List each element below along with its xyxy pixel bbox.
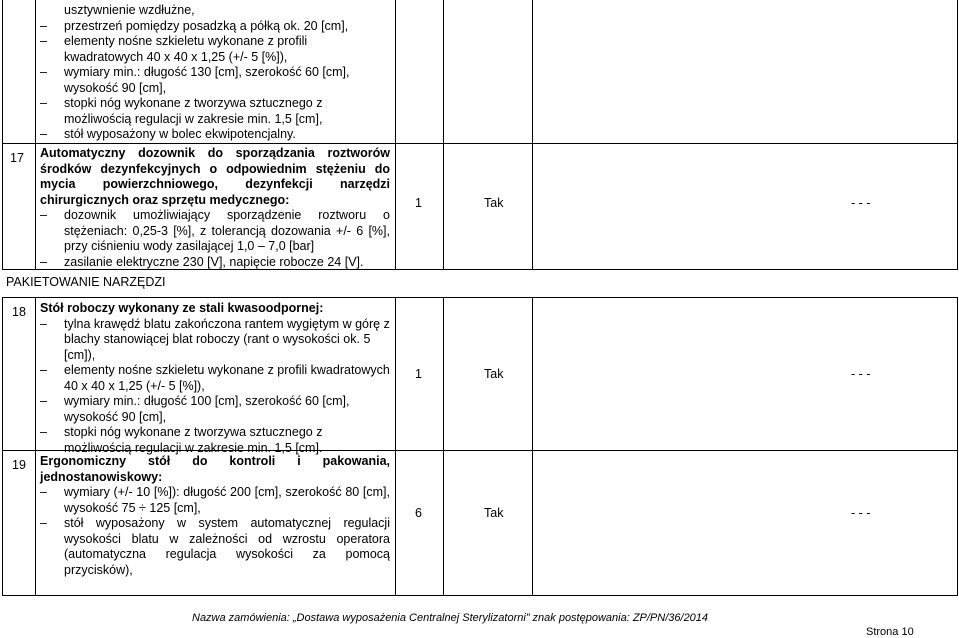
row-item: – stopki nóg wykonane z tworzywa sztucznego z możliwością regulacji w zakresie min. 1,5 [cm]. <box>40 425 390 456</box>
continuation-description <box>64 3 389 143</box>
continuation-item: – wymiary min.: długość 130 [cm], szerokość 60 [cm], wysokość 90 [cm], <box>40 65 389 96</box>
row-answer: Tak <box>484 367 504 381</box>
row-description <box>40 146 390 270</box>
row-divider <box>2 297 958 298</box>
row-quantity: 6 <box>415 506 422 520</box>
row-divider <box>2 143 958 144</box>
row-number: 17 <box>10 151 24 165</box>
row-answer: Tak <box>484 196 504 210</box>
row-item: – wymiary (+/- 10 [%]): długość 200 [cm], szerokość 80 [cm], wysokość 75 ÷ 125 [cm], <box>40 485 390 516</box>
row-item: – dozownik umożliwiający sporządzenie roztworu o stężeniach: 0,25-3 [%], z tolerancją dozowania +/- 6 [%], przy ciśnieniu wody zasilającej 1,0 – 7,0 [bar] <box>40 208 390 255</box>
table-col-divider <box>395 0 396 270</box>
row-parameter: - - - <box>851 506 871 520</box>
row-quantity: 1 <box>415 196 422 210</box>
row-number: 18 <box>12 305 26 319</box>
row-answer: Tak <box>484 506 504 520</box>
table-col-divider <box>532 297 533 596</box>
row-item: – stół wyposażony w system automatycznej regulacji wysokości blatu w zależności od wzrostu operatora (automatyczna regulacja wysokości za pomocą przycisków), <box>40 516 390 578</box>
table-col-divider <box>443 0 444 270</box>
row-number: 19 <box>12 458 26 472</box>
row-title: Stół roboczy wykonany ze stali kwasoodpornej: <box>40 301 324 315</box>
row-divider <box>2 595 958 596</box>
page-number: Strona 10 <box>866 626 914 638</box>
row-quantity: 1 <box>415 367 422 381</box>
continuation-item: – przestrzeń pomiędzy posadzką a półką ok. 20 [cm], <box>40 19 389 35</box>
footer-order-name: Nazwa zamówienia: „Dostawa wyposażenia Centralnej Sterylizatorni” znak postępowania: ZP/PN/36/2014 <box>192 612 709 624</box>
continuation-item: – stopki nóg wykonane z tworzywa sztucznego z możliwością regulacji w zakresie min. 1,5 [cm], <box>40 96 389 127</box>
table-border-right <box>957 297 958 596</box>
continuation-item: – elementy nośne szkieletu wykonane z profili kwadratowych 40 x 40 x 1,25 (+/- 5 [%]), <box>40 34 389 65</box>
row-parameter: - - - <box>851 367 871 381</box>
row-item: – zasilanie elektryczne 230 [V], napięcie robocze 24 [V]. <box>40 255 390 271</box>
table-border-right <box>957 0 958 270</box>
table-col-divider <box>443 297 444 596</box>
row-title: Automatyczny dozownik do sporządzania roztworów środków dezynfekcyjnych o odpowiednim stężeniu do mycia powierzchniowego, dezynfekcji narzędzi chirurgicznych oraz sprzętu medycznego: <box>40 146 390 207</box>
table-col-divider <box>532 0 533 270</box>
table-border-left <box>2 297 3 596</box>
continuation-item: – stół wyposażony w bolec ekwipotencjalny. <box>40 127 389 143</box>
section-header: PAKIETOWANIE NARZĘDZI <box>6 275 166 289</box>
row-parameter: - - - <box>851 196 871 210</box>
table-border-left <box>2 0 3 270</box>
table-col-divider <box>395 297 396 596</box>
table-col-divider <box>35 0 36 270</box>
row-item: – tylna krawędź blatu zakończona rantem wygiętym w górę z blachy stanowiącej blat roboczy (rant o wysokości ok. 5 [cm]), <box>40 317 390 364</box>
row-description <box>40 454 390 578</box>
row-description <box>40 301 390 456</box>
row-item: – elementy nośne szkieletu wykonane z profili kwadratowych 40 x 40 x 1,25 (+/- 5 [%]), <box>40 363 390 394</box>
continuation-first-line: usztywnienie wzdłużne, <box>64 3 195 17</box>
table-col-divider <box>35 297 36 596</box>
row-title: Ergonomiczny stół do kontroli i pakowania, jednostanowiskowy: <box>40 454 390 484</box>
row-item: – wymiary min.: długość 100 [cm], szerokość 60 [cm], wysokość 90 [cm], <box>40 394 390 425</box>
